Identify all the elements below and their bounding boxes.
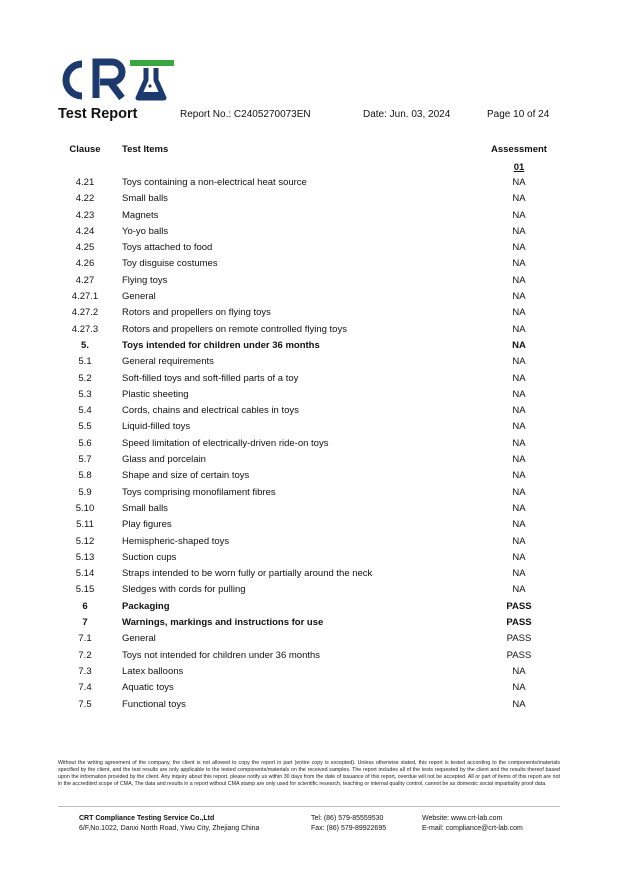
table-row [0, 630, 618, 646]
table-row [0, 696, 618, 712]
row-test-item: General [122, 633, 156, 645]
table-row [0, 533, 618, 549]
footer-divider [58, 806, 560, 807]
table-header [0, 144, 618, 158]
row-clause: 5.7 [78, 454, 92, 466]
row-assessment: NA [512, 421, 526, 433]
row-test-item: Latex balloons [122, 665, 184, 677]
row-clause: 5.10 [75, 502, 95, 514]
row-assessment: NA [512, 242, 526, 254]
col-test-items: Test Items [122, 144, 169, 155]
row-clause: 4.27 [75, 274, 95, 286]
sample-number: 01 [513, 162, 525, 173]
row-test-item: Toys containing a non-electrical heat source [122, 177, 307, 188]
table-row [0, 581, 618, 597]
disclaimer-text: Without the writing agreement of the company, the client is not allowed to copy the report in part (entire copy is excepted). Unless otherwise stated, this report is tested according to the components/materials specified by the client, and the test results are only applicable to the tested components/materials on the received samples. The report includes all of the tests requested by the client and the results thereof based upon the information provided by the client. Any inquiry about this report, please notify us within 30 days from the date of issuance of this report, overdue will not be accepted. All or part of items of this report are not in the accredited scope of CMA, The data and results in a report without CMA stamp are only used for scientific research, teaching or internal quality control, cannot be as domestic social impartiality proof data. [58, 760, 560, 787]
row-assessment: NA [512, 454, 526, 466]
row-test-item: Toy disguise costumes [122, 258, 218, 270]
table-row [0, 418, 618, 434]
row-assessment: NA [512, 519, 526, 531]
row-clause: 5.6 [78, 437, 92, 449]
row-test-item: General requirements [122, 356, 214, 368]
row-assessment: PASS [506, 649, 532, 661]
row-assessment: NA [512, 551, 526, 563]
row-clause: 5.5 [78, 421, 92, 433]
row-assessment: PASS [506, 617, 532, 629]
table-row [0, 190, 618, 206]
row-test-item: Suction cups [122, 551, 177, 563]
row-assessment: NA [512, 225, 526, 237]
row-clause: 5. [81, 339, 89, 351]
row-test-item: Small balls [122, 193, 168, 205]
row-test-item: Rotors and propellers on flying toys [122, 307, 271, 319]
row-clause: 6 [82, 600, 88, 612]
row-clause: 7 [82, 617, 88, 629]
row-clause: 5.4 [78, 405, 92, 417]
row-clause: 5.9 [78, 486, 92, 498]
table-row [0, 647, 618, 663]
row-assessment: NA [512, 584, 526, 596]
row-assessment: NA [512, 535, 526, 547]
row-test-item: Glass and porcelain [122, 454, 206, 466]
row-test-item: Packaging [122, 600, 170, 612]
row-clause: 7.4 [78, 682, 92, 694]
table-row [0, 321, 618, 337]
row-test-item: Functional toys [122, 698, 186, 710]
row-assessment: NA [512, 405, 526, 417]
row-clause: 5.13 [75, 551, 95, 563]
row-test-item: Straps intended to be worn fully or partially around the neck [122, 568, 373, 580]
footer-company: CRT Compliance Testing Service Co.,Ltd [79, 815, 215, 822]
row-test-item: Yo-yo balls [122, 225, 169, 237]
table-row [0, 174, 618, 190]
row-assessment: PASS [506, 600, 532, 612]
row-clause: 4.22 [75, 193, 95, 205]
row-test-item: Liquid-filled toys [122, 421, 191, 433]
row-clause: 7.1 [78, 633, 92, 645]
row-test-item: Aquatic toys [122, 682, 174, 694]
row-test-item: Magnets [122, 209, 159, 221]
logo-letter-r [96, 62, 122, 98]
row-clause: 5.3 [78, 388, 92, 400]
row-clause: 4.27.2 [71, 307, 99, 319]
test-items-table [0, 174, 618, 712]
row-assessment: NA [512, 323, 526, 335]
row-test-item: Toys attached to food [122, 242, 213, 254]
row-test-item: Play figures [122, 519, 172, 531]
row-assessment: NA [512, 502, 526, 514]
row-assessment: NA [512, 568, 526, 580]
table-row [0, 663, 618, 679]
footer-tel: Tel: (86) 579-85559530 [311, 815, 384, 822]
row-clause: 5.11 [76, 519, 94, 531]
row-clause: 5.8 [78, 470, 92, 482]
footer-fax: Fax: (86) 579-89922695 [311, 825, 387, 832]
page-number: Page 10 of 24 [487, 109, 550, 120]
row-assessment: NA [512, 372, 526, 384]
row-clause: 4.26 [75, 258, 95, 270]
row-clause: 5.12 [75, 535, 95, 547]
table-row [0, 500, 618, 516]
table-row [0, 598, 618, 614]
row-assessment: NA [512, 193, 526, 205]
table-row [0, 370, 618, 386]
table-row [0, 337, 618, 353]
row-test-item: Toys not intended for children under 36 months [122, 649, 321, 661]
row-assessment: NA [512, 291, 526, 303]
row-test-item: Warnings, markings and instructions for use [122, 617, 324, 629]
table-row [0, 549, 618, 565]
row-clause: 4.27.3 [71, 323, 99, 335]
row-assessment: NA [512, 470, 526, 482]
row-assessment: NA [512, 356, 526, 368]
table-row [0, 451, 618, 467]
table-row [0, 435, 618, 451]
row-test-item: Toys intended for children under 36 months [122, 339, 320, 351]
row-clause: 4.23 [75, 209, 95, 221]
row-assessment: NA [512, 698, 526, 710]
table-row [0, 402, 618, 418]
row-clause: 7.5 [78, 698, 92, 710]
row-assessment: NA [512, 274, 526, 286]
crt-logo [58, 58, 176, 102]
row-test-item: Shape and size of certain toys [122, 470, 250, 482]
row-test-item: Sledges with cords for pulling [122, 584, 246, 596]
row-assessment: PASS [506, 633, 532, 645]
row-clause: 4.25 [75, 242, 95, 254]
row-clause: 5.1 [78, 356, 92, 368]
row-test-item: Small balls [122, 502, 168, 514]
row-assessment: NA [512, 258, 526, 270]
row-assessment: NA [512, 388, 526, 400]
row-clause: 4.24 [75, 225, 95, 237]
row-assessment: NA [512, 665, 526, 677]
table-row [0, 386, 618, 402]
table-row [0, 207, 618, 223]
row-clause: 5.14 [75, 568, 95, 580]
footer-email: E-mail: compliance@crt-lab.com [422, 825, 523, 832]
table-row [0, 516, 618, 532]
col-assessment: Assessment [491, 144, 547, 155]
row-test-item: Plastic sheeting [122, 388, 189, 400]
footer-address: 6/F,No.1022, Danxi North Road, Yiwu City, Zhejiang China [79, 825, 260, 832]
table-row [0, 614, 618, 630]
row-assessment: NA [512, 209, 526, 221]
table-row [0, 223, 618, 239]
row-assessment: NA [512, 177, 526, 188]
table-row [0, 272, 618, 288]
report-number: Report No.: C2405270073EN [180, 109, 311, 120]
row-assessment: NA [512, 682, 526, 694]
report-header [58, 106, 558, 126]
table-row [0, 353, 618, 369]
table-row [0, 565, 618, 581]
row-test-item: Soft-filled toys and soft-filled parts of a toy [122, 372, 299, 384]
row-assessment: NA [512, 307, 526, 319]
table-row [0, 288, 618, 304]
row-test-item: General [122, 291, 156, 303]
row-test-item: Toys comprising monofilament fibres [122, 486, 276, 498]
row-test-item: Cords, chains and electrical cables in toys [122, 405, 299, 417]
table-row [0, 484, 618, 500]
row-clause: 4.21 [75, 177, 95, 188]
row-test-item: Flying toys [122, 274, 168, 286]
row-assessment: NA [512, 339, 526, 351]
row-clause: 7.3 [78, 665, 92, 677]
report-title: Test Report [58, 106, 138, 122]
row-assessment: NA [512, 486, 526, 498]
table-row [0, 679, 618, 695]
footer-website: Website: www.crt-lab.com [422, 815, 503, 822]
table-row [0, 304, 618, 320]
row-clause: 7.2 [78, 649, 92, 661]
col-clause: Clause [69, 144, 101, 155]
report-date: Date: Jun. 03, 2024 [363, 109, 451, 120]
row-test-item: Speed limitation of electrically-driven ride-on toys [122, 437, 329, 449]
logo-letter-c [66, 64, 82, 96]
table-row [0, 467, 618, 483]
table-row [0, 255, 618, 271]
row-clause: 4.27.1 [71, 291, 99, 303]
logo-t-bar [130, 60, 174, 66]
table-row [0, 239, 618, 255]
row-clause: 5.2 [78, 372, 92, 384]
row-test-item: Hemispheric-shaped toys [122, 535, 230, 547]
row-assessment: NA [512, 437, 526, 449]
row-clause: 5.15 [75, 584, 95, 596]
row-test-item: Rotors and propellers on remote controlled flying toys [122, 323, 347, 335]
